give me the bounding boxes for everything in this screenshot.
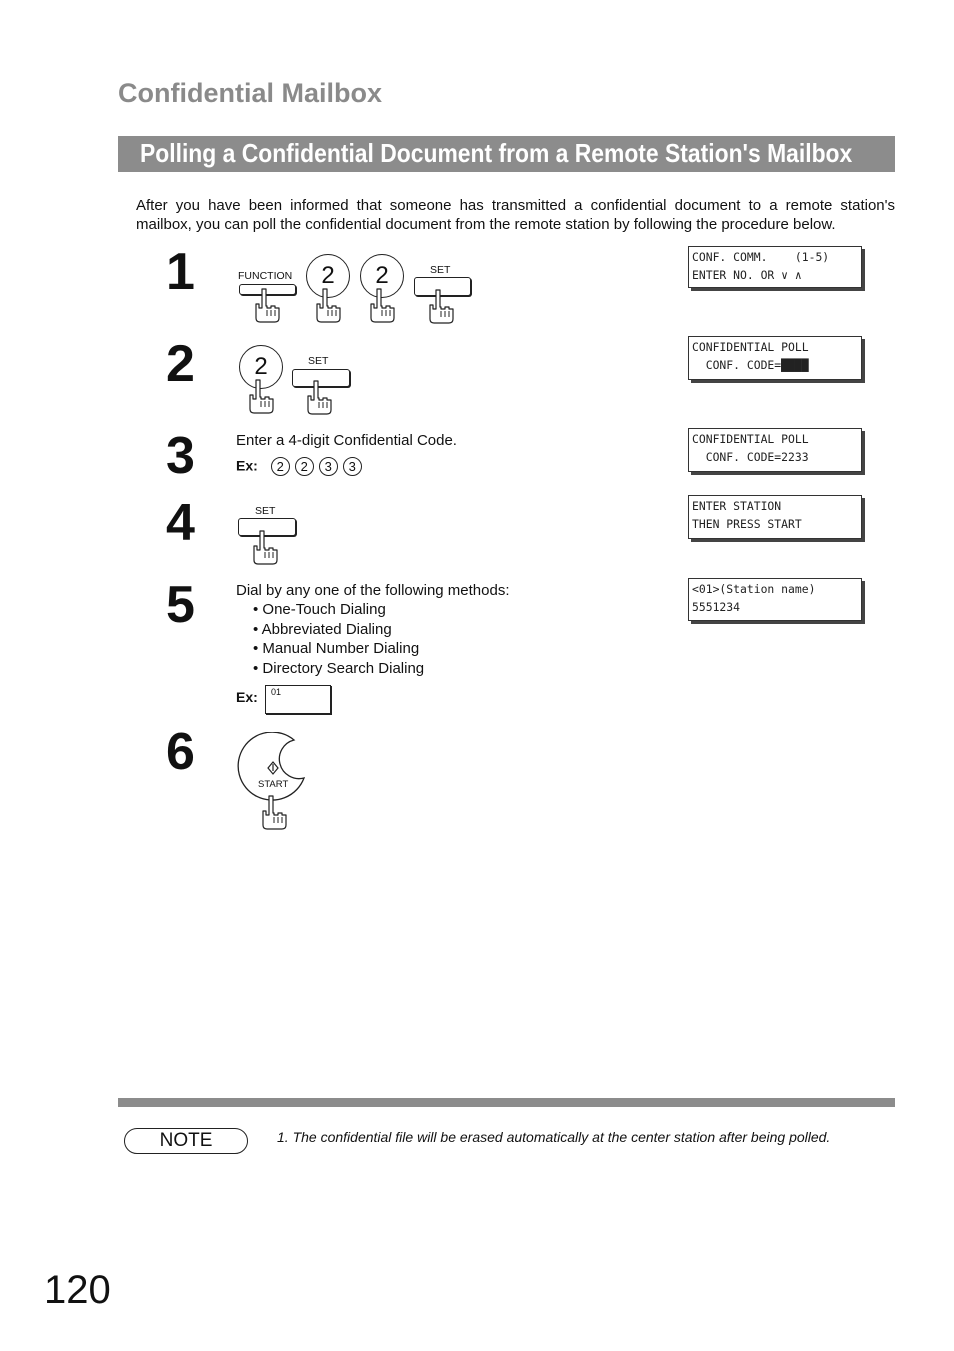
- list-item: • Directory Search Dialing: [253, 659, 425, 677]
- finger-press-icon: [260, 795, 288, 831]
- set-key-label: SET: [308, 355, 329, 367]
- banner-title: Polling a Confidential Document from a Remote Station's Mailbox: [140, 138, 853, 168]
- intro-paragraph: After you have been informed that someone has transmitted a confidential document to a remote station's mailbox, you can poll the confidential document from the remote station by following the procedure below.: [136, 197, 895, 233]
- example-digit: 3: [319, 457, 338, 476]
- finger-press-icon: [427, 289, 455, 325]
- example-digit: 2: [295, 457, 314, 476]
- lcd-display: CONF. COMM. (1-5) ENTER NO. OR ∨ ∧: [688, 246, 862, 288]
- step-3-instruction: Enter a 4-digit Confidential Code.: [236, 432, 457, 449]
- step-5-instruction: Dial by any one of the following methods:: [236, 582, 510, 599]
- lcd-display: CONFIDENTIAL POLL CONF. CODE=████: [688, 336, 862, 380]
- finger-press-icon: [314, 288, 342, 324]
- list-item: • Manual Number Dialing: [253, 640, 420, 657]
- start-key-label: START: [258, 779, 289, 790]
- start-key-shape-icon: [236, 732, 308, 804]
- lcd-display: ENTER STATION THEN PRESS START: [688, 495, 862, 539]
- divider-rule: [118, 1098, 895, 1107]
- dialing-methods-list: [253, 600, 424, 678]
- example-label: Ex:: [236, 457, 258, 474]
- digit-key-2[interactable]: 2: [239, 345, 283, 389]
- finger-press-icon: [247, 379, 275, 415]
- lcd-display: CONFIDENTIAL POLL CONF. CODE=2233: [688, 428, 862, 472]
- step-1-number: 1: [166, 243, 195, 301]
- finger-press-icon: [368, 288, 396, 324]
- title-banner: [118, 136, 895, 172]
- section-title: Confidential Mailbox: [118, 78, 383, 108]
- step-2-number: 2: [166, 335, 195, 393]
- one-touch-number: 01: [271, 687, 282, 697]
- finger-press-icon: [253, 288, 281, 324]
- step-5-number: 5: [166, 576, 195, 634]
- note-text: 1. The confidential file will be erased automatically at the center station after being polled.: [277, 1129, 831, 1145]
- one-touch-key[interactable]: [265, 685, 331, 714]
- example-digit: 2: [271, 457, 290, 476]
- list-item: • One-Touch Dialing: [253, 601, 386, 618]
- set-key-label: SET: [255, 505, 276, 517]
- finger-press-icon: [305, 380, 333, 416]
- example-label: Ex:: [236, 689, 258, 705]
- set-key-label: SET: [430, 264, 451, 276]
- example-digit: 3: [343, 457, 362, 476]
- digit-key-2[interactable]: 2: [306, 254, 350, 298]
- step-6-number: 6: [166, 723, 195, 781]
- page-number: 120: [44, 1268, 111, 1312]
- finger-press-icon: [251, 530, 279, 566]
- lcd-display: <01>(Station name) 5551234: [688, 578, 862, 621]
- start-key[interactable]: [236, 732, 308, 804]
- digit-key-2[interactable]: 2: [360, 254, 404, 298]
- list-item: • Abbreviated Dialing: [253, 620, 392, 638]
- function-key-label: FUNCTION: [238, 270, 293, 282]
- step-4-number: 4: [166, 494, 195, 552]
- step-3-number: 3: [166, 427, 195, 485]
- note-badge: NOTE: [124, 1128, 248, 1154]
- step-3-example: [236, 457, 367, 476]
